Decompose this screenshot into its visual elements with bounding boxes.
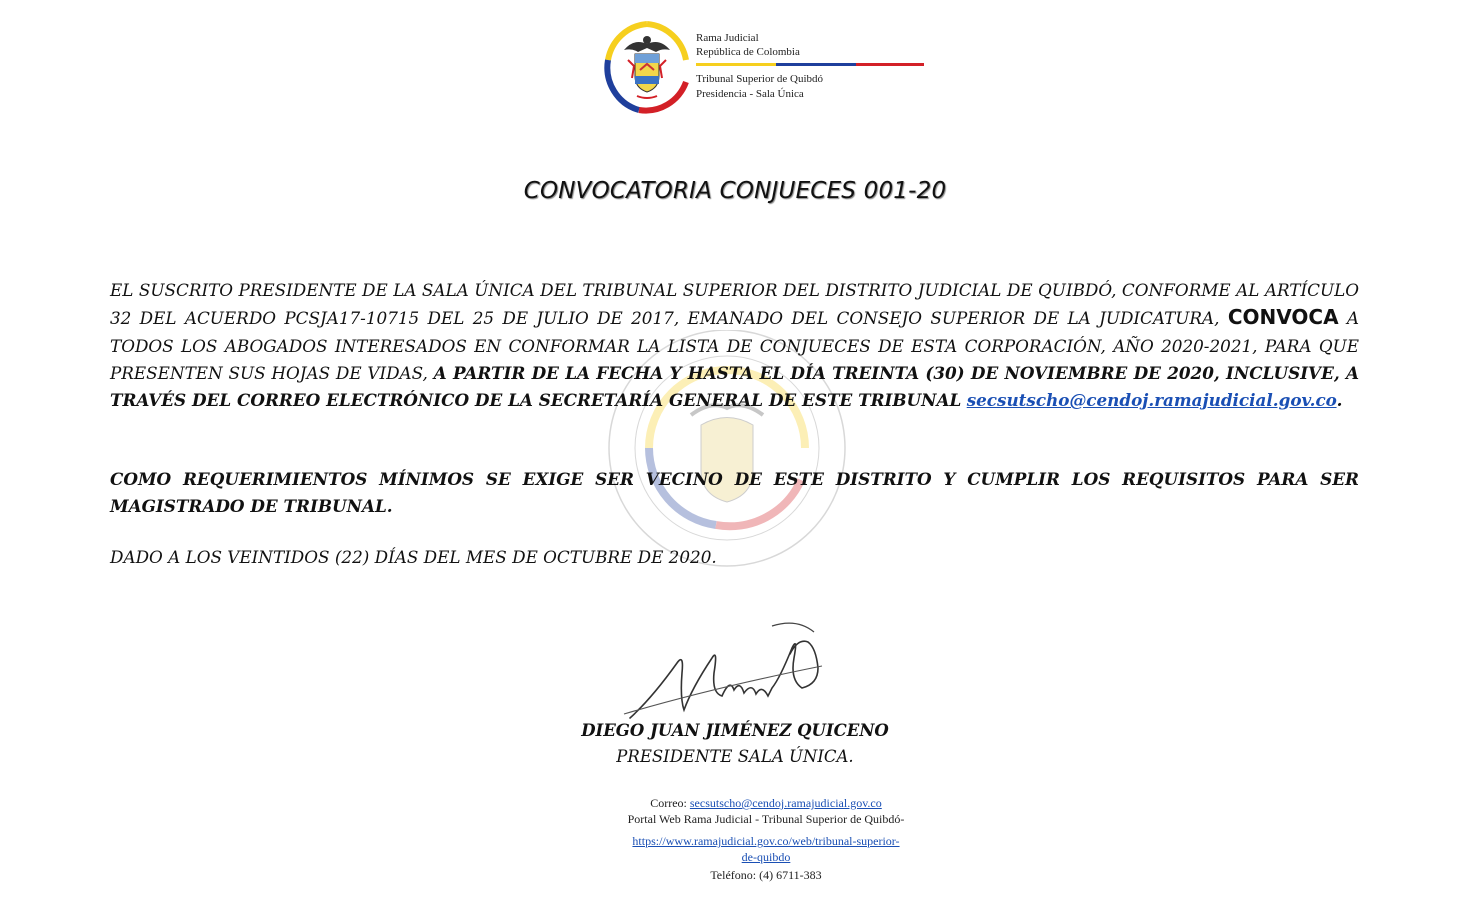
footer-portal-text: Portal Web Rama Judicial - Tribunal Superior de Quibdó- — [627, 812, 905, 826]
deadline-text: A PARTIR DE LA FECHA Y HASTA EL DÍA TREINTA (30) DE NOVIEMBRE DE 2020, INCLUSIVE, A TRAVÉS DEL CORREO ELECTRÓNICO DE LA SECRETARÍA GENERAL DE ESTE TRIBUNAL — [110, 362, 1359, 411]
intro-text: EL SUSCRITO PRESIDENTE DE LA SALA ÚNICA DEL TRIBUNAL SUPERIOR DEL DISTRITO JUDICIAL DE QUIBDÓ, CONFORME AL ARTÍCULO 32 DEL ACUERDO PCSJA17-10715 DEL 25 DE JULIO DE 2017, EMANADO DEL CONSEJO SUPERIOR DE LA JUDICATURA, — [110, 280, 1359, 329]
convoca-keyword: CONVOCA — [1227, 305, 1339, 330]
header-tribunal: Tribunal Superior de Quibdó — [696, 73, 824, 85]
footer-portal-link-line1[interactable] — [0, 834, 1484, 849]
header-republica: República de Colombia — [696, 46, 800, 58]
handwritten-signature — [622, 618, 842, 728]
convocatoria-paragraph — [110, 277, 1359, 414]
footer-email-link[interactable]: secsutscho@cendoj.ramajudicial.gov.co — [689, 796, 882, 810]
header-tricolor-rule — [696, 63, 924, 66]
requirements-paragraph: COMO REQUERIMIENTOS MÍNIMOS SE EXIGE SER VECINO DE ESTE DISTRITO Y CUMPLIR LOS REQUISITOS PARA SER MAGISTRADO DE TRIBUNAL. — [110, 469, 1359, 517]
footer-portal-link[interactable]: https://www.ramajudicial.gov.co/web/tribunal-superior- — [632, 834, 900, 848]
footer-portal-link-line2[interactable] — [0, 850, 1484, 865]
footer-email-label: Correo: — [650, 796, 687, 810]
document-title: CONVOCATORIA CONJUECES 001-20 — [523, 178, 947, 204]
rama-judicial-seal-logo — [604, 20, 690, 114]
convoca-text: A TODOS LOS ABOGADOS INTERESADOS EN CONFORMAR LA LISTA DE CONJUECES DE ESTA CORPORACIÓN, AÑO 2020-2021, PARA QUE PRESENTEN SUS HOJAS DE VIDAS, — [110, 308, 1359, 383]
header-presidencia: Presidencia - Sala Única — [696, 88, 804, 100]
footer-phone: Teléfono: (4) 6711-383 — [710, 868, 822, 882]
signer-role: PRESIDENTE SALA ÚNICA. — [616, 747, 854, 766]
header-rama-judicial: Rama Judicial — [696, 32, 759, 44]
signer-name: DIEGO JUAN JIMÉNEZ QUICENO — [581, 721, 889, 740]
date-paragraph: DADO A LOS VEINTIDOS (22) DÍAS DEL MES DE OCTUBRE DE 2020. — [110, 547, 717, 567]
paragraph-end: . — [1336, 390, 1343, 411]
footer-portal-link-cont[interactable]: de-quibdo — [741, 850, 791, 864]
footer-email-line — [0, 796, 1484, 811]
secretaria-email-link[interactable]: secsutscho@cendoj.ramajudicial.gov.co — [966, 390, 1337, 411]
